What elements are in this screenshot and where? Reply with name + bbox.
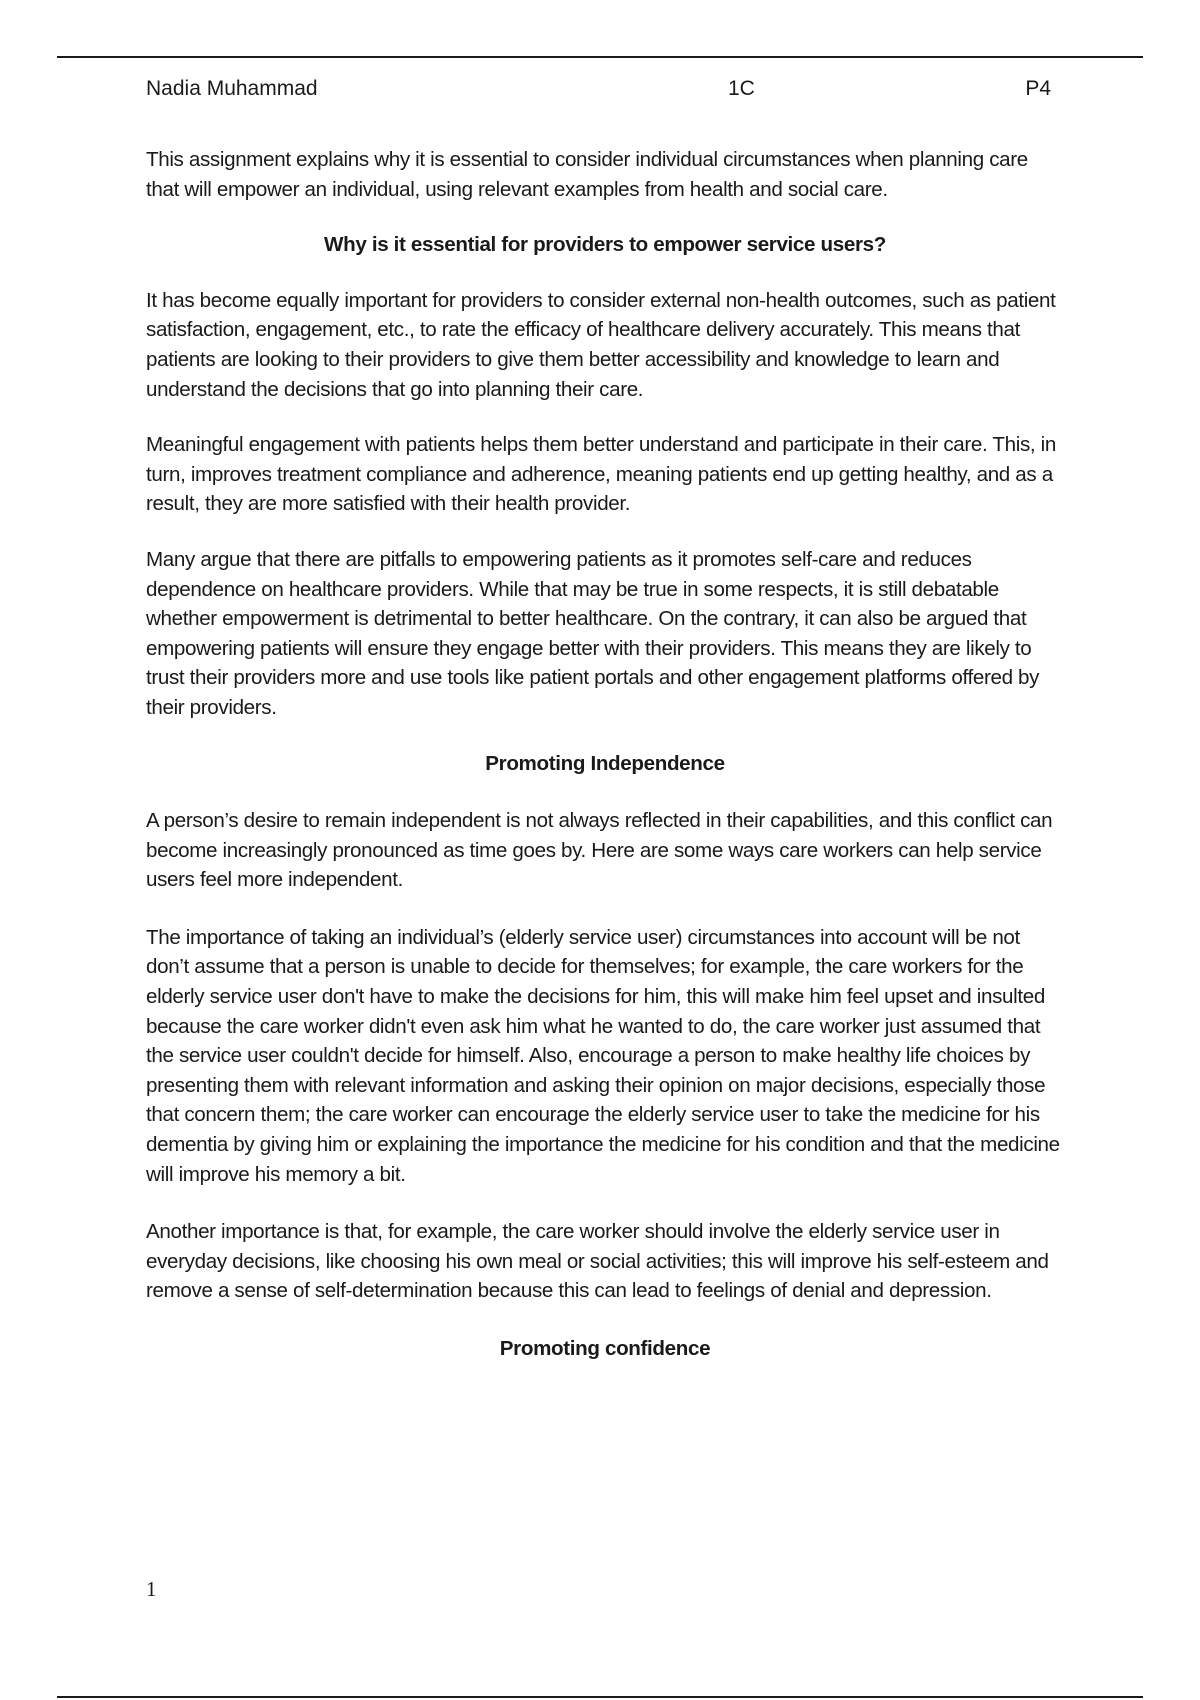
page-code: P4 — [1025, 77, 1051, 100]
author-name: Nadia Muhammad — [146, 77, 318, 100]
intro-paragraph: This assignment explains why it is essential to consider individual circumstances when planning care that will empower an individual, using relevant examples from health and social care. — [146, 148, 1028, 201]
heading-promoting-confidence: Promoting confidence — [499, 1337, 711, 1360]
heading-promoting-independence: Promoting Independence — [485, 751, 725, 775]
page-header — [146, 74, 1054, 104]
page-number: 1 — [146, 1577, 157, 1601]
paragraph-everyday-decisions: Another importance is that, for example, the care worker should involve the elderly service user in everyday decisions, like choosing his own meal or social activities; this will improve his self-esteem and remove a sense of self-determination because this can lead to feelings of denial and depression. — [146, 1220, 1049, 1303]
paragraph-outcomes: It has become equally important for providers to consider external non-health outcomes, such as patient satisfaction, engagement, etc., to rate the efficacy of healthcare delivery accurately. This means that patients are looking to their providers to give them better accessibility and knowledge to learn and understand the decisions that go into planning their care. — [146, 288, 1056, 401]
header-rule — [57, 56, 1143, 58]
document-body — [146, 145, 1064, 1364]
footer-rule — [57, 1696, 1143, 1698]
paragraph-pitfalls: Many argue that there are pitfalls to empowering patients as it promotes self-care and reduces dependence on healthcare providers. While that may be true in some respects, it is still debatable whether empowerment is detrimental to better healthcare. On the contrary, it can also be argued that empowering patients will ensure they engage better with their providers. This means they are likely to trust their providers more and use tools like patient portals and other engagement platforms offered by their providers. — [146, 547, 1040, 719]
paragraph-individual-circumstances: The importance of taking an individual’s (elderly service user) circumstances into account will be not don’t assume that a person is unable to decide for themselves; for example, the care workers for the elderly service user don't have to make the decisions for him, this will make him feel upset and insulted because the care worker didn't even ask him what he wanted to do, the care worker just assumed that the service user couldn't decide for himself. Also, encourage a person to make healthy life choices by presenting them with relevant information and asking their opinion on major decisions, especially those that concern them; the care worker can encourage the elderly service user to take the medicine for his dementia by giving him or explaining the importance the medicine for his condition and that the medicine will improve his memory a bit. — [146, 925, 1060, 1186]
paragraph-engagement: Meaningful engagement with patients helps them better understand and participate in their care. This, in turn, improves treatment compliance and adherence, meaning patients end up getting healthy, and as a result, they are more satisfied with their health provider. — [146, 433, 1056, 516]
class-code: 1C — [728, 77, 755, 100]
paragraph-independence-intro: A person’s desire to remain independent is not always reflected in their capabilities, and this conflict can become increasingly pronounced as time goes by. Here are some ways care workers can help service users feel more independent. — [146, 809, 1053, 892]
heading-why-empower: Why is it essential for providers to empower service users? — [324, 233, 886, 257]
